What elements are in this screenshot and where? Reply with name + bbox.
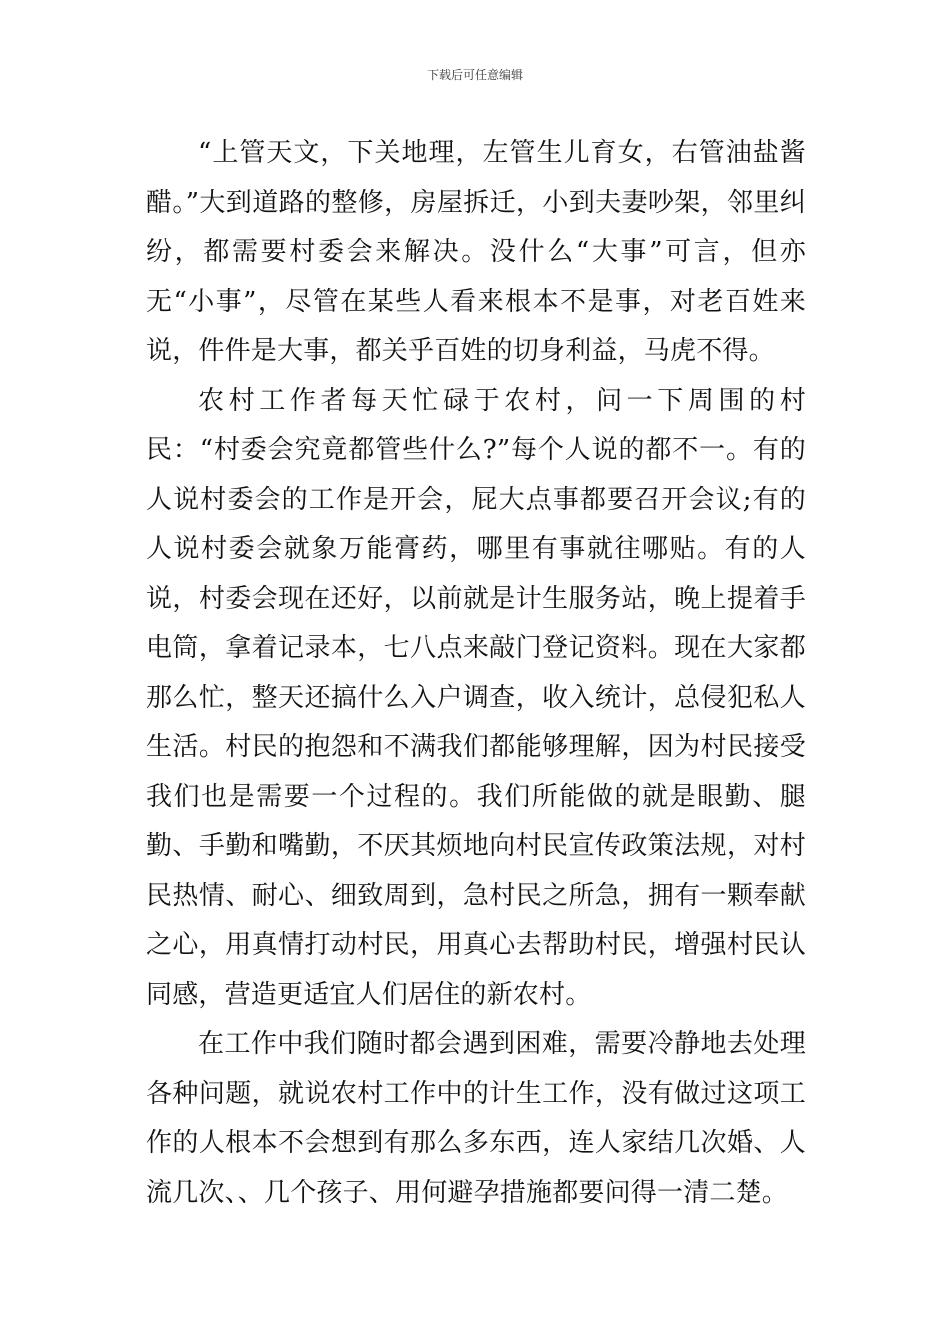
page-header: 下载后可任意编辑: [426, 68, 523, 82]
document-body: [146, 129, 806, 1218]
paragraph-2: 农村工作者每天忙碌于农村，问一下周围的村民：“村委会究竟都管些什么?”每个人说的都不一。有的人说村委会的工作是开会，屁大点事都要召开会议;有的人说村委会就象万能膏药，哪里有事就往哪贴。有的人说，村委会现在还好，以前就是计生服务站，晚上提着手电筒，拿着记录本，七八点来敲门登记资料。现在大家都那么忙，整天还搞什么入户调查，收入统计，总侵犯私人生活。村民的抱怨和不满我们都能够理解，因为村民接受我们也是需要一个过程的。我们所能做的就是眼勤、腿勤、手勤和嘴勤，不厌其烦地向村民宣传政策法规，对村民热情、耐心、细致周到，急村民之所急，拥有一颗奉献之心，用真情打动村民，用真心去帮助村民，增强村民认同感，营造更适宜人们居住的新农村。: [146, 385, 806, 1010]
paragraph-3: 在工作中我们随时都会遇到困难，需要冷静地去处理各种问题，就说农村工作中的计生工作，没有做过这项工作的人根本不会想到有那么多东西，连人家结几次婚、人流几次、、几个孩子、用何避孕措施都要问得一清二楚。: [146, 1029, 806, 1208]
paragraph-1: “上管天文，下关地理，左管生儿育女，右管油盐酱醋。”大到道路的整修，房屋拆迁，小到夫妻吵架，邻里纠纷，都需要村委会来解决。没什么“大事”可言，但亦无“小事”，尽管在某些人看来根本不是事，对老百姓来说，件件是大事，都关乎百姓的切身利益，马虎不得。: [146, 138, 806, 366]
